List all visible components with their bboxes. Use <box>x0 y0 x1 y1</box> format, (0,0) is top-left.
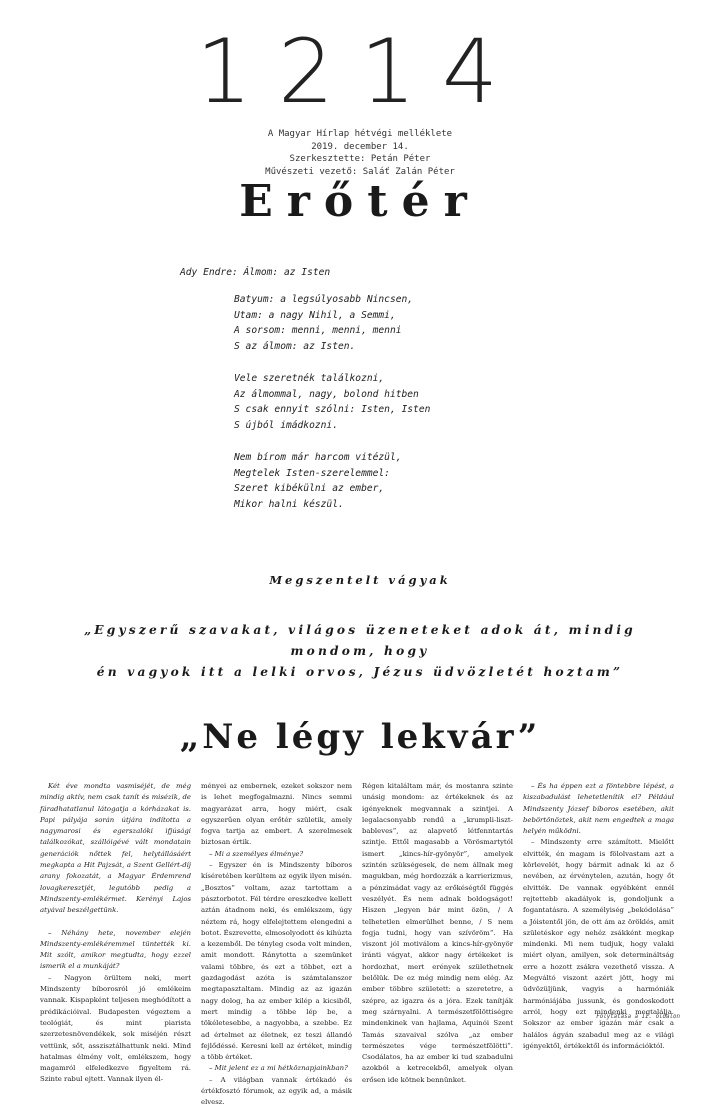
article-column-3 <box>362 781 513 1086</box>
poem-line: S csak ennyit szólni: Isten, Isten <box>234 404 431 415</box>
article-lead: Két éve mondta vasmiséjét, de még mindig aktív, nem csak tanít és misézik, de fáradhatatlanul látogatja a kórházakat is. Papi pályája során útjára indította a nagymarosi és egerszalóki ifjúsági találkozókat, szállóigévé vált mondatain generációk nőttek fel, helytállásáért megkapta a Hit Pajzsát, a Szent Gellért-díj arany fokozatát, a Magyar Érdemrend lovagkeresztjét, legutóbb pedig a Mindszenty-emlékérmet. Kerényi Lajos atyával beszélgettünk. <box>40 782 191 915</box>
poem-line: A sorsom: menni, menni, menni <box>234 325 402 336</box>
poem-line: S az álmom: az Isten. <box>234 340 356 352</box>
pull-quote <box>40 620 680 683</box>
poem <box>180 267 480 529</box>
masthead-supplement: A Magyar Hírlap hétvégi melléklete <box>267 129 453 139</box>
interview-answer: – Mindszenty erre számított. Mielőtt elvitték, én magam is fölolvastam azt a körlevelét, hogy bármit adnak ki az ő nevében, az érvénytelen, azután, hogy őt elvitték. De vannak egyébként ennél rejtettebb akadályok is, gondoljunk a fogantatásra. A személyiség „bekódolása” a Jóistentől jön, de ott ám az öröklés, amit születéskor egy nehéz zsákként megkap mindenki. Mi nem tudjuk, hogy valaki miért olyan, amilyen, sok determináltság erre a hozott zsákra vezethető vissza. A Megváltó viszont azért jött, hogy mi üdvözüljünk, vagyis a harmóniák harmóniájába jussunk, és gondoskodott arról, hogy ezt mindenki megtalálja. Sokszor az ember igazán már csak a halálos ágyán szabadul meg az e világi igényektől, értékektől és információktól. <box>523 838 674 1050</box>
poem-stanza <box>234 371 480 433</box>
poem-line: Szeret kibékülni az ember, <box>234 483 385 494</box>
continuation-note: Folytatása a II. oldalon <box>596 1014 680 1020</box>
pull-quote-line: én vagyok itt a lelki orvos, Jézus üdvözletét hoztam” <box>96 665 624 679</box>
interview-question: – Néhány hete, november elején Mindszenty-emlékéremmel tüntették ki. Mit szólt, amikor megtudta, hogy ezzel ismerik el a munkáját? <box>40 928 191 971</box>
poem-stanza <box>234 450 480 512</box>
article-column-4 <box>523 781 674 1052</box>
interview-question: – Mit jelent ez a mi hétköznapjainkban? <box>209 1064 348 1073</box>
masthead-editor: Szerkesztette: Petán Péter <box>289 154 431 165</box>
article-subtitle: Megszentelt vágyak <box>269 573 451 587</box>
masthead-date: 2019. december 14. <box>311 141 409 152</box>
interview-question: – És ha éppen ezt a föntebbre lépést, a kiszabadulást lehetetlenítik el? Például Mindszenty József bíboros esetében, akit bebörtönöztek, akit nem engedtek a maga helyén működni. <box>523 782 674 836</box>
interview-answer: – A világban vannak értékadó és értékfosztó fórumok, az egyik ad, a másik elvesz. <box>201 1075 352 1107</box>
interview-answer: – Egyszer én is Mindszenty bíboros kíséretében kerültem az egyik ilyen misén. „Bosztos” voltam, azaz tartottam a pásztorbotot. Fél térdre ereszkedve kellett aztán átadnom neki, és emlékszem, úgy néztem rá, hogy elfelejtettem elengedni a botot. Észrevette, elmosolyodott és kihúzta a kezemből. De tényleg csoda volt minden, amit mondott. Ránytotta a szemünket valami többre, és ezt a többet, ezt a gazdagodást azóta is számtalanszor megtapasztaltam. Mindig az az igazán nagy dolog, ha az ember kilép a kicsiből, mert mindig a többe lép be, a tökéletesebbe, a nagyobba, a szebbe. Ez ad értelmet az életnek, ez teszi állandó fejlődéssé. Keresni kell az értéket, mindig a több értéket. <box>201 861 352 1062</box>
poem-line: Nem bírom már harcom vitézül, <box>234 452 402 463</box>
poem-line: Megtelek Isten-szerelemmel: <box>234 467 390 479</box>
article-headline: „Ne légy lekvár” <box>179 717 541 757</box>
section-title: Erőtér <box>239 176 481 227</box>
poem-line: S újból imádkozni. <box>234 419 338 431</box>
poem-line: Vele szeretnék találkozni, <box>234 373 385 384</box>
poem-heading: Ady Endre: Álmom: az Isten <box>180 267 331 278</box>
masthead-art-director: Művészeti vezető: Saláť Zalán Péter <box>265 166 455 177</box>
poem-line: Batyum: a legsúlyosabb Nincsen, <box>234 294 414 305</box>
poem-line: Utam: a nagy Nihil, a Semmi, <box>234 309 396 321</box>
article-paragraph: Régen kitaláltam már, és mostanra szinte unásig mondom: az értékeknek és az igényeknek megvannak a szintjei. A legalacsonyabb rendű a „krumpli-liszt-bableves”, az alapvető létfenntartás szintje. Ettől magasabb a Vörösmartytól ismert „kincs-hír-gyönyör”, amelyek szintén szükségesek, de nem állnak meg magukban, még hordozzák a karrierizmus, a pénzimádat vagy az erőkéségtől függés veszélyét. És nem adnak boldogságot! Hiszen „legyen bár mint özön, / A telhetetlen elmerülhet benne, / S nem fogja tudni, hogy van szívöröm”. Ha viszont jól motiválom a kincs-hír-gyönyör iránti vágyat, akkor nagy értékeket is hordozhat, mert erények születhetnek belőlük. De ez még mindig nem elég. Az ember többre született: a szeretetre, a szépre, az igazra és a jóra. Ezek tanítják meg szárnyalni. A természetfölöttiségre mindenkinek van hajlama, Aquinói Szent Tamás szavaival szólva „az ember természetes vége természetfölötti”. Csodálatos, ha az ember ki tud szabadulni azokból a ketrecekből, amelyek olyan erősen ide kötnek bennünket. <box>362 782 513 1084</box>
poem-stanza <box>234 292 480 354</box>
page-number: 1214 <box>196 20 524 123</box>
interview-question: – Mi a személyes élménye? <box>209 849 304 858</box>
pull-quote-line: „Egyszerű szavakat, világos üzeneteket adok át, mindig mondom, hogy <box>84 623 636 658</box>
poem-line: Mikor halni készül. <box>234 498 344 510</box>
poem-line: Az álmommal, nagy, bolond hitben <box>234 388 419 400</box>
interview-answer: – Nagyon örültem neki, mert Mindszenty bíborosról jó emlékeim vannak. Kispapként teljesen meghódított a prédikációival. Budapesten végeztem a teológiát, és mint piarista szerzetesnövendékek, sok miséjén részt vettünk, sőt, asszisztálhattunk neki. Mind hatalmas élmény volt, emlékszem, hogy magamról elfeledkezve figyeltem rá. Szinte rabul ejtett. Vannak ilyen él- <box>40 973 191 1084</box>
article-column-1 <box>40 781 191 1086</box>
article-paragraph: ményei az embernek, ezeket sokszor nem is lehet megfogalmazni. Nincs semmi magyarázat arra, hogy miért, csak egyszerűen olyan erőtér születik, amely fogva tartja az embert. A szerelmesek biztosan értik. <box>201 782 352 847</box>
masthead <box>0 128 720 178</box>
article-column-2 <box>201 781 352 1109</box>
